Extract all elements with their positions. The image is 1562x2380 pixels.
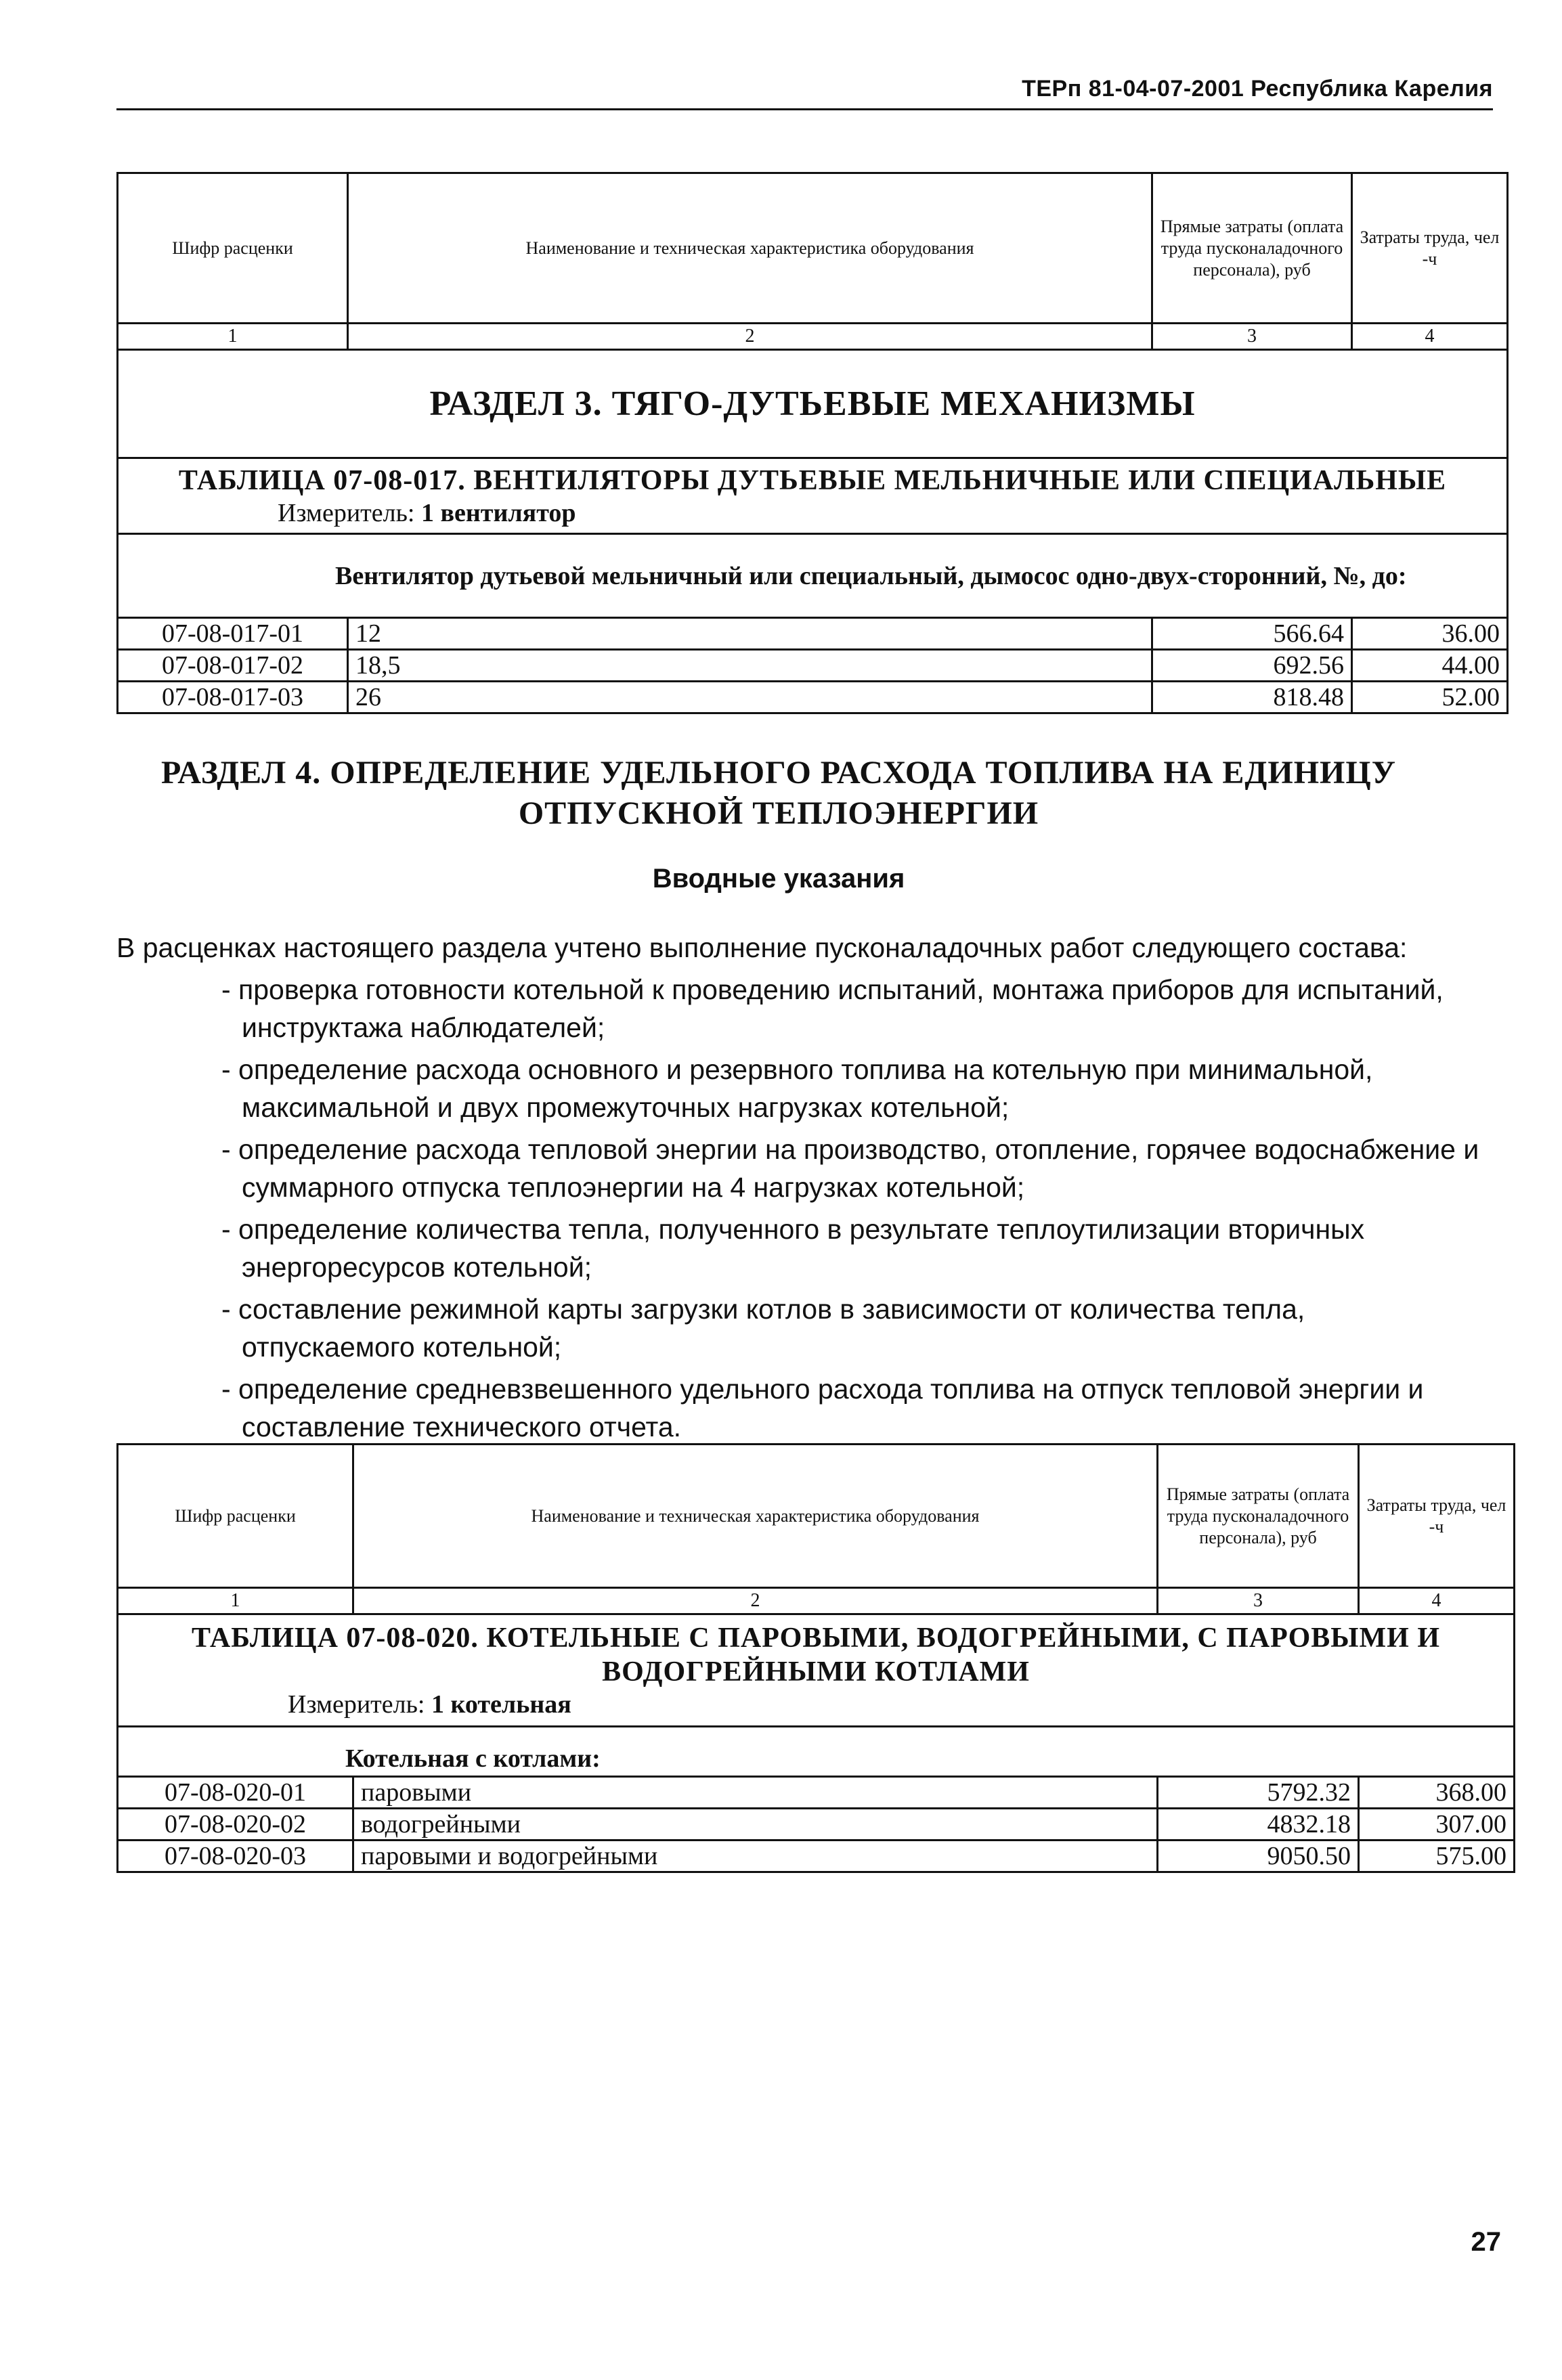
list-item: - определение количества тепла, полученного в результате теплоутилизации вторичных энергоресурсов котельной; bbox=[221, 1214, 1365, 1283]
row-name: 26 bbox=[348, 682, 1152, 713]
table-title: ТАБЛИЦА 07-08-017. ВЕНТИЛЯТОРЫ ДУТЬЕВЫЕ МЕЛЬНИЧНЫЕ ИЛИ СПЕЦИАЛЬНЫЕ bbox=[178, 464, 1447, 496]
column-number: 1 bbox=[118, 324, 348, 350]
row-name: водогрейными bbox=[353, 1809, 1158, 1841]
work-list bbox=[116, 971, 1484, 1446]
row-labor: 52.00 bbox=[1352, 682, 1508, 713]
meter-label: Измеритель: bbox=[278, 498, 415, 527]
column-number: 3 bbox=[1158, 1588, 1359, 1614]
list-item: - составление режимной карты загрузки котлов в зависимости от количества тепла, отпускаемого котельной; bbox=[221, 1294, 1305, 1363]
group-title: Вентилятор дутьевой мельничный или специальный, дымосос одно-двух-сторонний, №, до: bbox=[335, 561, 1407, 590]
meter-value: 1 котельная bbox=[431, 1690, 571, 1719]
table-title-line1: ТАБЛИЦА 07-08-020. КОТЕЛЬНЫЕ С ПАРОВЫМИ, ВОДОГРЕЙНЫМИ, С ПАРОВЫМИ И bbox=[191, 1622, 1440, 1654]
column-number: 2 bbox=[353, 1588, 1158, 1614]
row-cost: 5792.32 bbox=[1158, 1777, 1359, 1809]
row-labor: 36.00 bbox=[1352, 618, 1508, 650]
row-cost: 4832.18 bbox=[1158, 1809, 1359, 1841]
row-code: 07-08-020-02 bbox=[118, 1809, 353, 1841]
meter-line bbox=[118, 498, 1506, 529]
column-number: 2 bbox=[348, 324, 1152, 350]
list-item: - определение расхода основного и резервного топлива на котельную при минимальной, максимальной и двух промежуточных нагрузках котельной; bbox=[221, 1054, 1373, 1123]
header-labor: Затраты труда, чел -ч bbox=[1359, 1445, 1515, 1588]
table-caption bbox=[118, 1614, 1515, 1727]
group-title-cell bbox=[118, 1727, 1515, 1777]
group-title-cell bbox=[118, 534, 1508, 618]
meter-line bbox=[118, 1689, 1513, 1720]
header-code: Шифр расценки bbox=[118, 173, 348, 324]
table-section-3 bbox=[116, 172, 1509, 714]
column-number: 4 bbox=[1359, 1588, 1515, 1614]
row-labor: 307.00 bbox=[1359, 1809, 1515, 1841]
row-code: 07-08-020-03 bbox=[118, 1841, 353, 1872]
column-number: 1 bbox=[118, 1588, 353, 1614]
list-item: - определение расхода тепловой энергии на производство, отопление, горячее водоснабжение и суммарного отпуска теплоэнергии на 4 нагрузках котельной; bbox=[221, 1134, 1479, 1203]
section-title: РАЗДЕЛ 3. ТЯГО-ДУТЬЕВЫЕ МЕХАНИЗМЫ bbox=[118, 350, 1508, 458]
column-number: 4 bbox=[1352, 324, 1508, 350]
header-cost: Прямые затраты (оплата труда пусконаладочного персонала), руб bbox=[1152, 173, 1352, 324]
meter-label: Измеритель: bbox=[288, 1690, 425, 1719]
list-item: - проверка готовности котельной к проведению испытаний, монтажа приборов для испытаний, инструктажа наблюдателей; bbox=[221, 974, 1444, 1043]
row-labor: 368.00 bbox=[1359, 1777, 1515, 1809]
table-section-4 bbox=[116, 1443, 1515, 1873]
header-rule bbox=[116, 108, 1493, 110]
list-item: - определение средневзвешенного удельного расхода топлива на отпуск тепловой энергии и составление технического отчета. bbox=[221, 1373, 1424, 1442]
header-name: Наименование и техническая характеристика оборудования bbox=[348, 173, 1152, 324]
intro-body bbox=[116, 929, 1484, 1450]
intro-text: В расценках настоящего раздела учтено выполнение пусконаладочных работ следующего состава: bbox=[116, 932, 1408, 963]
group-title: Котельная с котлами: bbox=[345, 1744, 601, 1773]
row-name: 18,5 bbox=[348, 650, 1152, 682]
row-labor: 44.00 bbox=[1352, 650, 1508, 682]
row-name: паровыми bbox=[353, 1777, 1158, 1809]
header-labor: Затраты труда, чел -ч bbox=[1352, 173, 1508, 324]
row-code: 07-08-020-01 bbox=[118, 1777, 353, 1809]
section-4-title-line1: РАЗДЕЛ 4. ОПРЕДЕЛЕНИЕ УДЕЛЬНОГО РАСХОДА ТОПЛИВА НА ЕДИНИЦУ bbox=[161, 755, 1396, 791]
row-name: 12 bbox=[348, 618, 1152, 650]
table-title-line2: ВОДОГРЕЙНЫМИ КОТЛАМИ bbox=[602, 1656, 1030, 1688]
table-caption bbox=[118, 458, 1508, 534]
document-reference: ТЕРп 81-04-07-2001 Республика Карелия bbox=[1022, 76, 1493, 102]
section-4-title bbox=[135, 753, 1422, 834]
intro-heading: Вводные указания bbox=[652, 864, 905, 894]
header-name: Наименование и техническая характеристика оборудования bbox=[353, 1445, 1158, 1588]
section-4-title-line2: ОТПУСКНОЙ ТЕПЛОЭНЕРГИИ bbox=[518, 795, 1039, 831]
header-code: Шифр расценки bbox=[118, 1445, 353, 1588]
row-labor: 575.00 bbox=[1359, 1841, 1515, 1872]
meter-value: 1 вентилятор bbox=[421, 498, 576, 527]
column-number: 3 bbox=[1152, 324, 1352, 350]
row-cost: 692.56 bbox=[1152, 650, 1352, 682]
row-code: 07-08-017-03 bbox=[118, 682, 348, 713]
page-number: 27 bbox=[1471, 2227, 1501, 2257]
row-cost: 9050.50 bbox=[1158, 1841, 1359, 1872]
row-code: 07-08-017-02 bbox=[118, 650, 348, 682]
row-name: паровыми и водогрейными bbox=[353, 1841, 1158, 1872]
row-code: 07-08-017-01 bbox=[118, 618, 348, 650]
row-cost: 818.48 bbox=[1152, 682, 1352, 713]
header-cost: Прямые затраты (оплата труда пусконаладочного персонала), руб bbox=[1158, 1445, 1359, 1588]
row-cost: 566.64 bbox=[1152, 618, 1352, 650]
